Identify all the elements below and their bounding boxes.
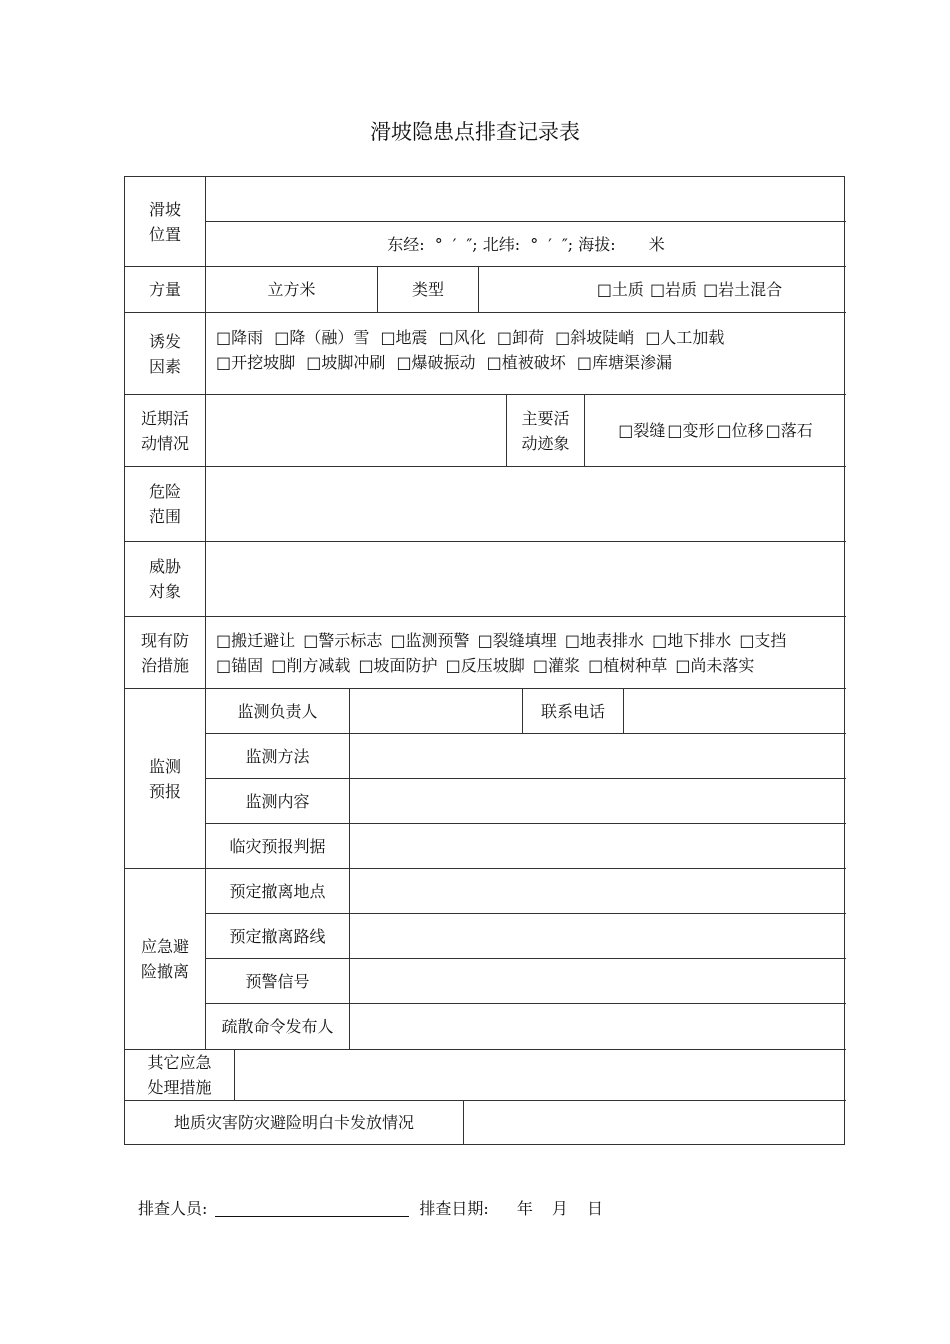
checkbox-retaining[interactable]: □支挡: [739, 630, 787, 650]
checkbox-displace[interactable]: □位移: [716, 421, 764, 440]
meter-unit: 米: [648, 234, 665, 254]
location-label-text: 滑坡 位置: [148, 199, 181, 244]
type-label: 类型: [378, 267, 479, 313]
danger-range-label: [125, 467, 206, 542]
issuer-label: 疏散命令发布人: [206, 1004, 350, 1050]
volume-unit: 立方米: [267, 280, 316, 299]
monitor-method-field[interactable]: [350, 734, 846, 779]
latitude-label: ″; 北纬:: [466, 234, 521, 254]
measures-label-text: 现有防 治措施: [140, 630, 189, 675]
danger-range-field[interactable]: [206, 467, 846, 542]
checkbox-unloading[interactable]: □卸荷: [496, 328, 544, 347]
signal-field[interactable]: [350, 959, 846, 1004]
monitoring-label-text: 监测 预报: [148, 756, 181, 801]
trace-options[interactable]: [585, 395, 846, 467]
checkbox-relocate[interactable]: □搬迁避让: [216, 630, 296, 650]
checkbox-surface-drain[interactable]: □地表排水: [564, 630, 644, 650]
volume-label: 方量: [125, 267, 206, 313]
inspector-label: 排查人员:: [138, 1199, 208, 1218]
month-label: 月: [551, 1199, 568, 1218]
location-name-field[interactable]: [206, 177, 846, 222]
degree-mark: °: [434, 234, 443, 254]
minute-mark: ′: [452, 234, 457, 254]
checkbox-rock[interactable]: □岩质: [649, 280, 698, 299]
inspector-field[interactable]: [215, 1198, 409, 1217]
trigger-label: [125, 313, 206, 395]
other-label: [125, 1050, 235, 1101]
criteria-field[interactable]: [350, 824, 846, 869]
emergency-label-text: 应急避 险撤离: [140, 937, 189, 981]
checkbox-not-implemented[interactable]: □尚未落实: [675, 655, 755, 675]
checkbox-blasting[interactable]: □爆破振动: [396, 353, 476, 372]
type-options[interactable]: [479, 267, 846, 313]
checkbox-slope-protect[interactable]: □坡面防护: [358, 655, 438, 675]
card-field[interactable]: [464, 1101, 846, 1144]
checkbox-crack-fill[interactable]: □裂缝填埋: [477, 630, 557, 650]
checkbox-planting[interactable]: □植树种草: [588, 655, 668, 675]
phone-label: 联系电话: [523, 689, 624, 734]
activity-field[interactable]: [206, 395, 507, 467]
location-label: [125, 177, 206, 267]
checkbox-warning-sign[interactable]: □警示标志: [303, 630, 383, 650]
minute-mark: ′: [548, 234, 552, 254]
checkbox-back-pressure[interactable]: □反压坡脚: [445, 655, 525, 675]
monitor-person-label: 监测负责人: [206, 689, 350, 734]
day-label: 日: [587, 1199, 604, 1218]
checkbox-mixed[interactable]: □岩土混合: [703, 280, 783, 299]
checkbox-earthquake[interactable]: □地震: [380, 328, 428, 347]
checkbox-anchor[interactable]: □锚固: [216, 655, 264, 675]
altitude-label: ″; 海拔:: [561, 234, 616, 254]
checkbox-artificial-load[interactable]: □人工加载: [645, 328, 725, 347]
danger-range-label-text: 危险 范围: [148, 482, 181, 526]
date-label: 排查日期:: [419, 1199, 489, 1218]
checkbox-soil[interactable]: □土质: [596, 280, 644, 299]
other-label-text: 其它应急 处理措施: [147, 1053, 212, 1097]
degree-mark: °: [530, 234, 539, 254]
criteria-label: 临灾预报判据: [206, 824, 350, 869]
threat-label: [125, 542, 206, 617]
page-title: 滑坡隐患点排查记录表: [370, 120, 580, 144]
checkbox-vegetation[interactable]: □植被破坏: [486, 353, 566, 372]
year-label: 年: [516, 1199, 533, 1218]
checkbox-deform[interactable]: □变形: [667, 421, 715, 440]
card-label: 地质灾害防灾避险明白卡发放情况: [125, 1101, 464, 1144]
monitor-person-field[interactable]: [350, 689, 523, 734]
emergency-label: [125, 869, 206, 1050]
activity-label-text: 近期活 动情况: [140, 408, 189, 453]
longitude-label: 东经:: [387, 234, 425, 254]
checkbox-cut-load[interactable]: □削方减载: [271, 655, 351, 675]
monitor-method-label: 监测方法: [206, 734, 350, 779]
checkbox-steep-slope[interactable]: □斜坡陡峭: [555, 328, 635, 347]
trigger-label-text: 诱发 因素: [148, 331, 181, 376]
measures-label: [125, 617, 206, 689]
checkbox-leakage[interactable]: □库塘渠渗漏: [576, 353, 672, 372]
checkbox-crack[interactable]: □裂缝: [618, 421, 666, 440]
trigger-options[interactable]: [206, 313, 846, 395]
checkbox-rain[interactable]: □降雨: [216, 328, 264, 347]
checkbox-monitoring[interactable]: □监测预警: [390, 630, 470, 650]
evac-route-label: 预定撤离路线: [206, 914, 350, 959]
evac-place-field[interactable]: [350, 869, 846, 914]
checkbox-grouting[interactable]: □灌浆: [532, 655, 580, 675]
date-fields[interactable]: [489, 1196, 603, 1219]
threat-field[interactable]: [206, 542, 846, 617]
checkbox-underground-drain[interactable]: □地下排水: [652, 630, 732, 650]
measures-options[interactable]: [206, 617, 846, 689]
trace-label: [507, 395, 585, 467]
checkbox-rockfall[interactable]: □落石: [765, 421, 813, 440]
volume-field[interactable]: [206, 267, 378, 313]
footer: [138, 1196, 603, 1219]
phone-field[interactable]: [624, 689, 846, 734]
monitor-content-label: 监测内容: [206, 779, 350, 824]
issuer-field[interactable]: [350, 1004, 846, 1050]
checkbox-excavation[interactable]: □开挖坡脚: [216, 353, 296, 372]
other-field[interactable]: [235, 1050, 846, 1101]
checkbox-snow[interactable]: □降（融）雪: [274, 328, 370, 347]
monitoring-label: [125, 689, 206, 869]
activity-label: [125, 395, 206, 467]
threat-label-text: 威胁 对象: [148, 557, 181, 601]
location-coords[interactable]: [206, 222, 846, 267]
signal-label: 预警信号: [206, 959, 350, 1004]
trace-label-text: 主要活 动迹象: [521, 408, 570, 453]
evac-place-label: 预定撤离地点: [206, 869, 350, 914]
evac-route-field[interactable]: [350, 914, 846, 959]
checkbox-scour[interactable]: □坡脚冲刷: [306, 353, 386, 372]
monitor-content-field[interactable]: [350, 779, 846, 824]
checkbox-weathering[interactable]: □风化: [438, 328, 486, 347]
record-form: [124, 176, 845, 1145]
